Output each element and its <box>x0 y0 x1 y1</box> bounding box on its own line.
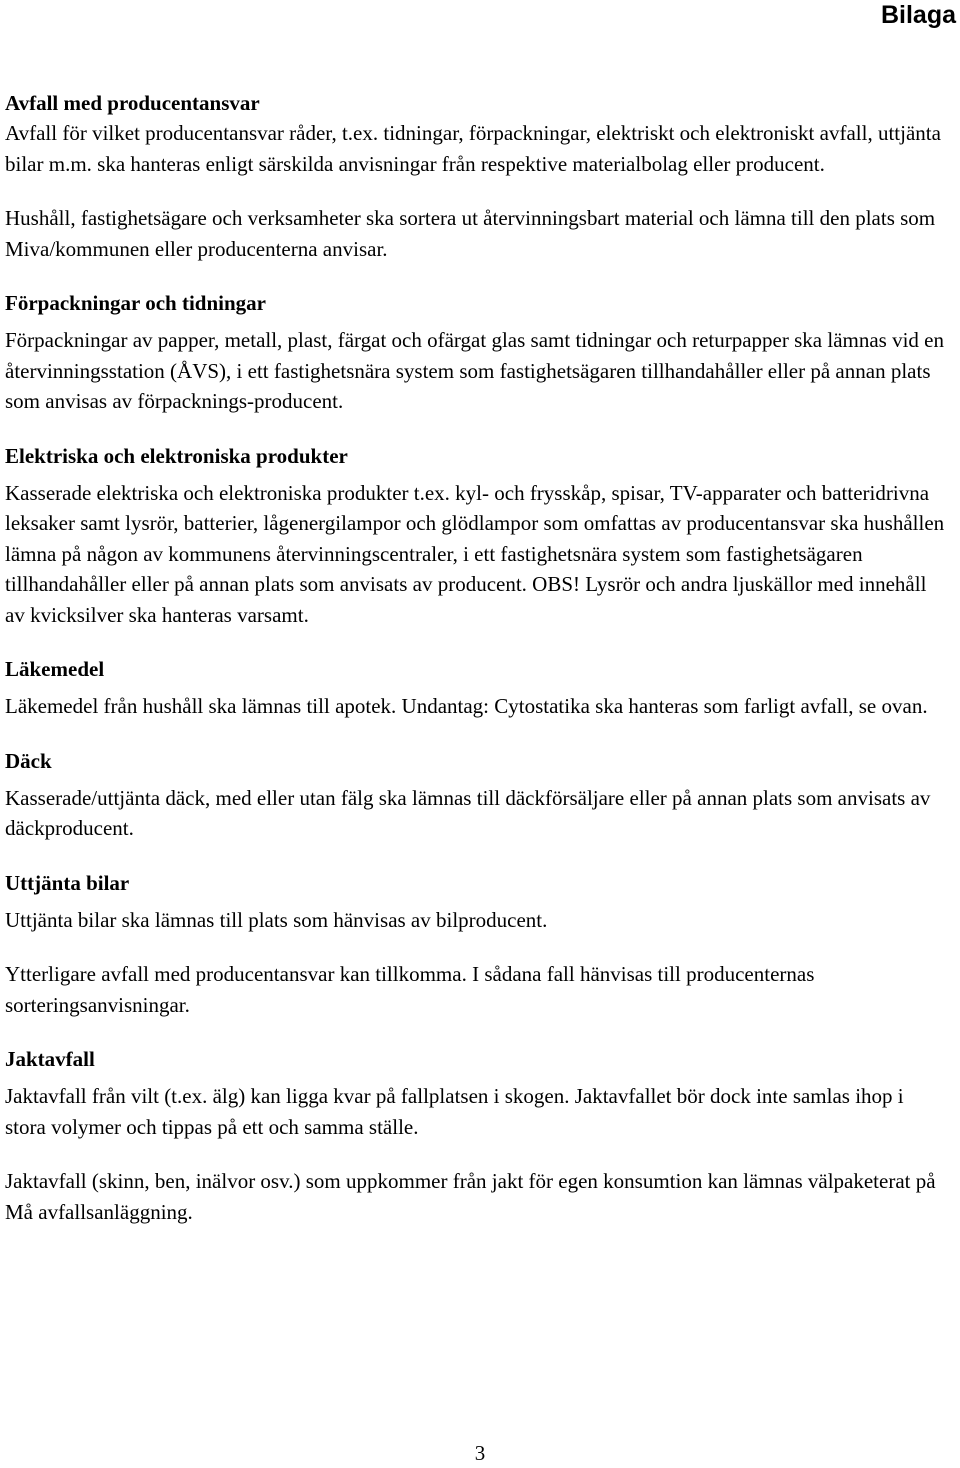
page-number: 3 <box>474 1441 486 1465</box>
paragraph-bilar: Uttjänta bilar ska lämnas till plats som hänvisas av bilproducent. <box>5 907 548 932</box>
heading-bilar: Uttjänta bilar <box>5 870 130 895</box>
paragraph-forpackningar: Förpackningar av papper, metall, plast, färgat och ofärgat glas samt tidningar och returpapper ska lämnas vid en återvinningsstation (ÅVS), i ett fastighetsnära system som fastighetsägaren tillhandahåller eller på annan plats som anvisas av förpacknings-producent. <box>5 328 944 413</box>
paragraph-dack: Kasserade/uttjänta däck, med eller utan fälg ska lämnas till däckförsäljare eller på annan plats som anvisats av däckproducent. <box>5 785 931 840</box>
heading-dack: Däck <box>5 748 52 773</box>
document-body <box>5 88 945 1227</box>
paragraph-jaktavfall: Jaktavfall från vilt (t.ex. älg) kan ligga kvar på fallplatsen i skogen. Jaktavfallet bör dock inte samlas ihop i stora volymer och tippas på ett och samma ställe. <box>5 1084 904 1139</box>
paragraph-sortering: Hushåll, fastighetsägare och verksamheter ska sortera ut återvinningsbart material och lämna till den plats som Miva/kommunen eller producenterna anvisar. <box>5 206 936 261</box>
heading-jaktavfall: Jaktavfall <box>5 1047 95 1071</box>
heading-producentansvar: Avfall med producentansvar <box>5 91 260 115</box>
paragraph-jaktavfall-2: Jaktavfall (skinn, ben, inälvor osv.) som uppkommer från jakt för egen konsumtion kan lämnas välpaketerat på Må avfallsanläggning. <box>5 1169 936 1224</box>
heading-lakemedel: Läkemedel <box>5 657 105 681</box>
paragraph-producentansvar: Avfall för vilket producentansvar råder, t.ex. tidningar, förpackningar, elektriskt och elektroniskt avfall, uttjänta bilar m.m. ska hanteras enligt särskilda anvisningar från respektive materialbolag eller producent. <box>5 121 941 176</box>
paragraph-lakemedel: Läkemedel från hushåll ska lämnas till apotek. Undantag: Cytostatika ska hanteras som farligt avfall, se ovan. <box>5 694 928 718</box>
paragraph-elektriska: Kasserade elektriska och elektroniska produkter t.ex. kyl- och frysskåp, spisar, TV-apparater och batteridrivna leksaker samt lysrör, batterier, lågenergilampor och glödlampor som omfattas av producentansvar ska hushållen lämna på någon av kommunens återvinningscentraler, i ett fastighetsnära system som fastighetsägaren tillhandahåller eller på annan plats som anvisats av producent. OBS! Lysrör och andra ljuskällor med innehåll av kvicksilver ska hanteras varsamt. <box>5 480 945 627</box>
document-label: Bilaga <box>880 1 956 29</box>
heading-elektriska: Elektriska och elektroniska produkter <box>5 443 348 468</box>
heading-forpackningar: Förpackningar och tidningar <box>5 291 266 315</box>
paragraph-ytterligare: Ytterligare avfall med producentansvar kan tillkomma. I sådana fall hänvisas till producenternas sorteringsanvisningar. <box>5 962 815 1017</box>
